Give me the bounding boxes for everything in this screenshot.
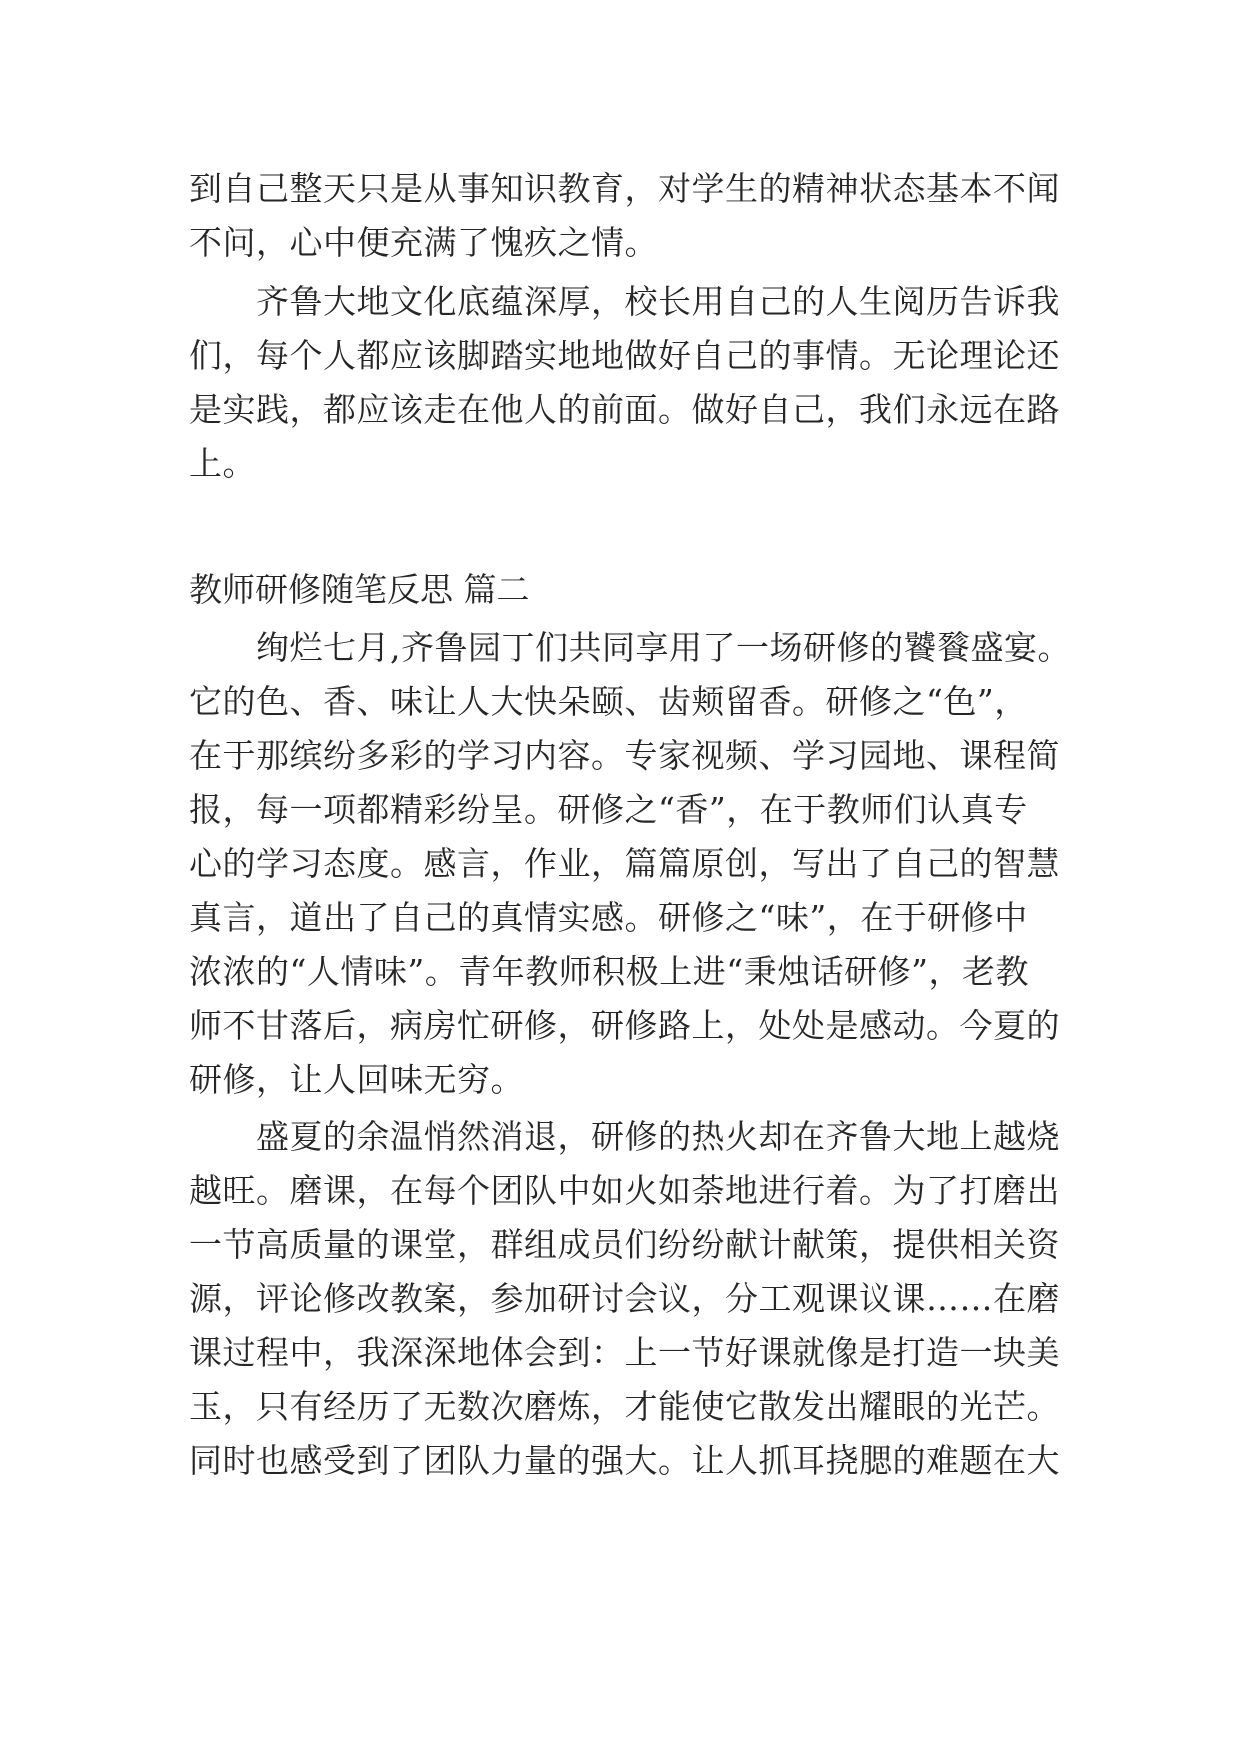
text-line: 一节高质量的课堂，群组成员们纷纷献计献策，提供相关资 (189, 1225, 1060, 1264)
text-line: 浓浓的“人情味”。青年教师积极上进“秉烛话研修”，老教 (189, 952, 1029, 991)
text-line: 到自己整天只是从事知识教育，对学生的精神状态基本不闻 (189, 169, 1060, 208)
text-line: 越旺。磨课，在每个团队中如火如荼地进行着。为了打磨出 (189, 1171, 1060, 1210)
section-heading: 教师研修随笔反思 篇二 (189, 570, 530, 609)
text-line: 研修，让人回味无穷。 (189, 1060, 524, 1099)
text-line: 报，每一项都精彩纷呈。研修之“香”，在于教师们认真专 (189, 790, 1028, 829)
text-line: 课过程中，我深深地体会到：上一节好课就像是打造一块美 (189, 1333, 1060, 1372)
paragraph-first-line: 绚烂七月,齐鲁园丁们共同享用了一场研修的饕餮盛宴。 (256, 628, 1071, 667)
text-line: 玉，只有经历了无数次磨炼，才能使它散发出耀眼的光芒。 (189, 1387, 1060, 1426)
text-line: 是实践，都应该走在他人的前面。做好自己，我们永远在路 (189, 390, 1060, 429)
text-line: 们，每个人都应该脚踏实地地做好自己的事情。无论理论还 (189, 336, 1060, 375)
text-line: 同时也感受到了团队力量的强大。让人抓耳挠腮的难题在大 (189, 1441, 1060, 1480)
text-line: 心的学习态度。感言，作业，篇篇原创，写出了自己的智慧 (189, 844, 1060, 883)
text-line: 上。 (189, 444, 256, 483)
text-line: 它的色、香、味让人大快朵颐、齿颊留香。研修之“色”， (189, 682, 1028, 721)
text-line: 源，评论修改教案，参加研讨会议，分工观课议课……在磨 (189, 1279, 1060, 1318)
text-line: 真言，道出了自己的真情实感。研修之“味”，在于研修中 (189, 898, 1028, 937)
paragraph-first-line: 齐鲁大地文化底蕴深厚，校长用自己的人生阅历告诉我 (256, 282, 1060, 321)
text-line: 不问，心中便充满了愧疚之情。 (189, 223, 658, 262)
text-line: 在于那缤纷多彩的学习内容。专家视频、学习园地、课程简 (189, 736, 1060, 775)
text-line: 师不甘落后，病房忙研修，研修路上，处处是感动。今夏的 (189, 1006, 1060, 1045)
paragraph-first-line: 盛夏的余温悄然消退，研修的热火却在齐鲁大地上越烧 (256, 1117, 1060, 1156)
